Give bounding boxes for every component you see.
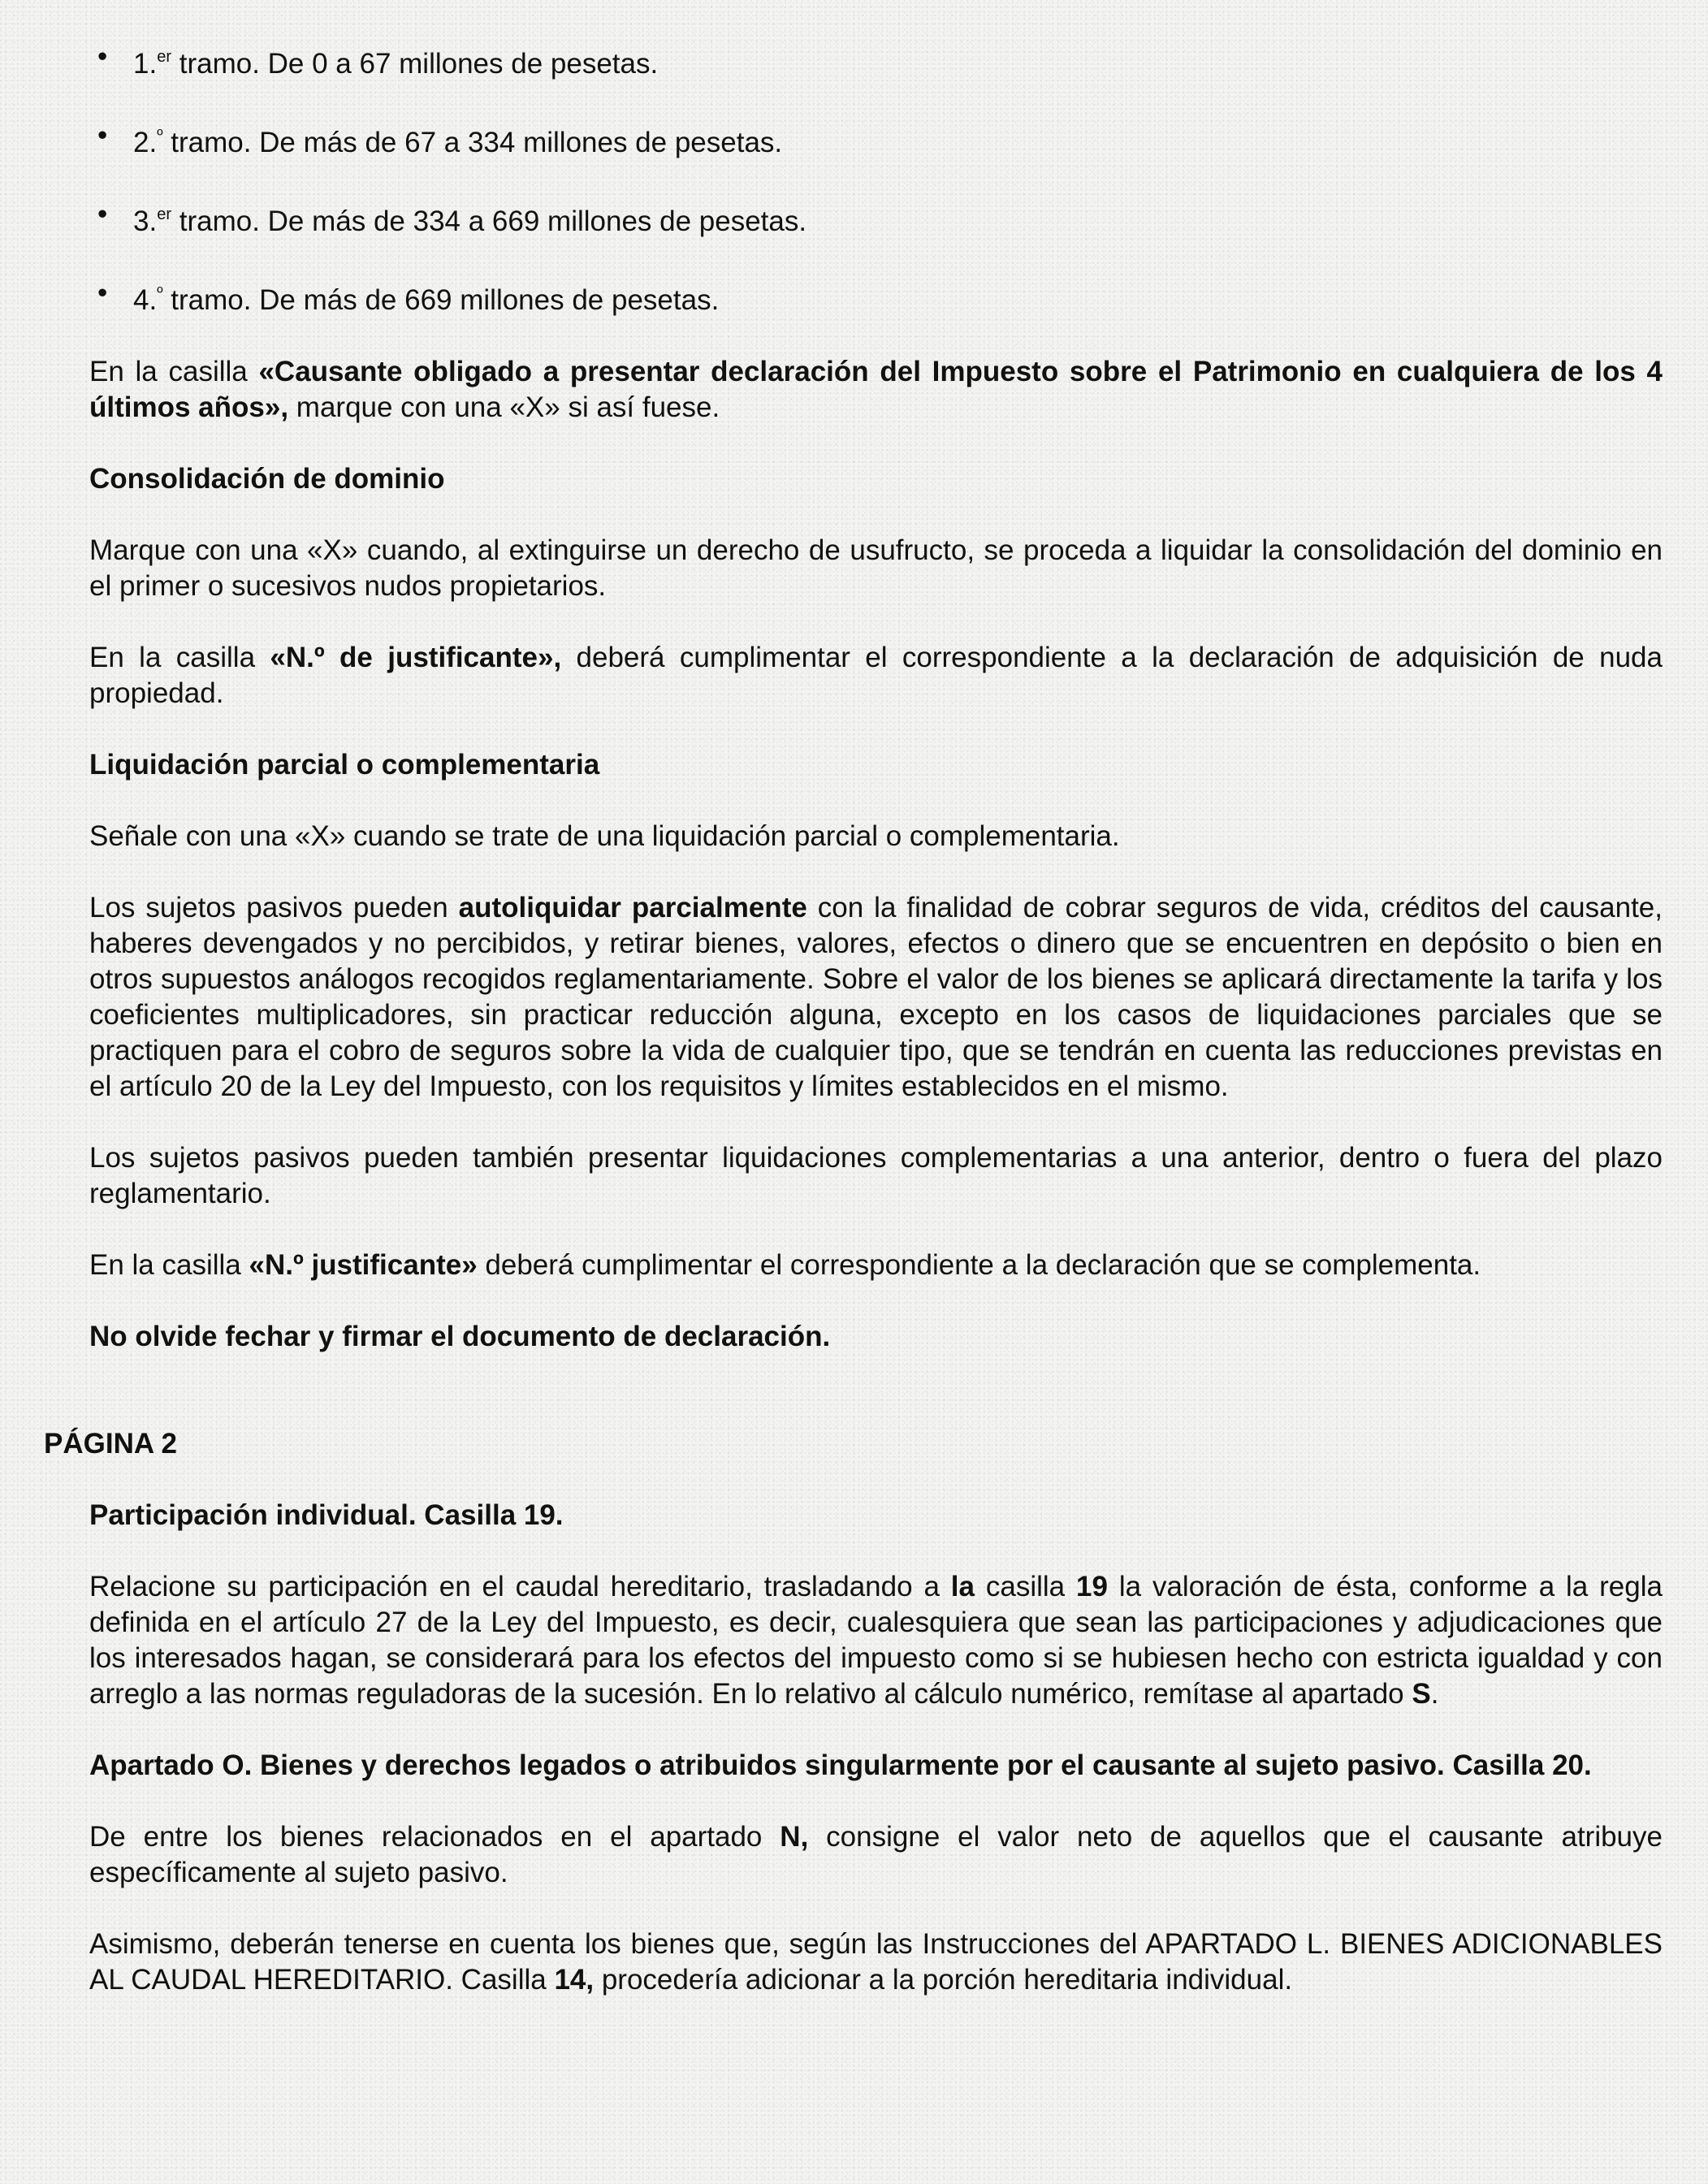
list-item bbox=[89, 197, 1663, 240]
tramo-number: 1. bbox=[133, 48, 158, 80]
bullet-icon: • bbox=[97, 277, 108, 309]
paragraph-participacion: Relacione su participación en el caudal hereditario, trasladando a la casilla 19 la valoración de ésta, conforme a la regla definida en el artículo 27 de la Ley del Impuesto, es decir, cualesquiera que sean las participaciones y adjudicaciones que los interesados hagan, se considerará para los efectos del impuesto como si se hubiesen hecho con estricta igualdad y con arreglo a las normas reguladoras de la sucesión. En lo relativo al cálculo numérico, remítase al apartado S. bbox=[89, 1571, 1663, 1710]
paragraph-justificante-complementa: En la casilla «N.º justificante» deberá cumplimentar el correspondiente a la declaración que se complementa. bbox=[89, 1249, 1481, 1281]
paragraph-senale: Señale con una «X» cuando se trate de una liquidación parcial o complementaria. bbox=[89, 820, 1120, 852]
tramos-list bbox=[89, 39, 1663, 318]
paragraph-complementarias: Los sujetos pasivos pueden también presentar liquidaciones complementarias a una anterior, dentro o fuera del plazo reglamentario. bbox=[89, 1142, 1663, 1209]
tramo-number: 2. bbox=[133, 127, 158, 158]
tramo-ordinal: er bbox=[157, 48, 171, 66]
tramo-number: 3. bbox=[133, 205, 158, 237]
section-title-pagina-2: PÁGINA 2 bbox=[44, 1428, 178, 1460]
list-item bbox=[89, 39, 1663, 82]
tramo-text: tramo. De más de 67 a 334 millones de pesetas. bbox=[162, 127, 783, 158]
tramo-ordinal: º bbox=[157, 127, 163, 145]
tramo-text: tramo. De 0 a 67 millones de pesetas. bbox=[171, 48, 659, 80]
tramo-text: tramo. De más de 334 a 669 millones de pesetas. bbox=[171, 205, 807, 237]
heading-liquidacion: Liquidación parcial o complementaria bbox=[89, 749, 600, 781]
heading-participacion: Participación individual. Casilla 19. bbox=[89, 1499, 564, 1531]
list-item bbox=[89, 118, 1663, 161]
paragraph-causante-obligado: En la casilla «Causante obligado a presentar declaración del Impuesto sobre el Patrimonio en cualquiera de los 4 últimos años», marque con una «X» si así fuese. bbox=[89, 356, 1663, 423]
paragraph-justificante: En la casilla «N.º de justificante», deberá cumplimentar el correspondiente a la declaración de adquisición de nuda propiedad. bbox=[89, 642, 1663, 709]
tramo-ordinal: er bbox=[157, 205, 171, 223]
heading-apartado-o: Apartado O. Bienes y derechos legados o atribuidos singularmente por el causante al sujeto pasivo. Casilla 20. bbox=[89, 1749, 1592, 1781]
tramo-number: 4. bbox=[133, 284, 158, 316]
bullet-icon: • bbox=[97, 41, 108, 72]
list-item bbox=[89, 275, 1663, 318]
heading-consolidacion: Consolidación de dominio bbox=[89, 463, 445, 495]
tramo-ordinal: º bbox=[157, 284, 163, 302]
paragraph-fechar-firmar: No olvide fechar y firmar el documento de declaración. bbox=[89, 1321, 831, 1352]
tramo-text: tramo. De más de 669 millones de pesetas. bbox=[162, 284, 720, 316]
paragraph-asimismo: Asimismo, deberán tenerse en cuenta los bienes que, según las Instrucciones del APARTADO L. BIENES ADICIONABLES AL CAUDAL HEREDITARIO. Casilla 14, procedería adicionar a la porción hereditaria individual. bbox=[89, 1928, 1663, 1996]
paragraph-apartado-n: De entre los bienes relacionados en el apartado N, consigne el valor neto de aquellos que el causante atribuye específicamente al sujeto pasivo. bbox=[89, 1821, 1663, 1888]
spacer bbox=[89, 1390, 1663, 1426]
bullet-icon: • bbox=[97, 119, 108, 151]
paragraph-autoliquidar: Los sujetos pasivos pueden autoliquidar parcialmente con la finalidad de cobrar seguros de vida, créditos del causante, haberes devengados y no percibidos, y retirar bienes, valores, efectos o dinero que se encuentren en depósito o bien en otros supuestos análogos recogidos reglamentariamente. Sobre el valor de los bienes se aplicará directamente la tarifa y los coeficientes multiplicadores, sin practicar reducción alguna, excepto en los casos de liquidaciones parciales que se practiquen para el cobro de seguros sobre la vida de cualquier tipo, que se tendrán en cuenta las reducciones previstas en el artículo 20 de la Ley del Impuesto, con los requisitos y límites establecidos en el mismo. bbox=[89, 892, 1663, 1102]
paragraph-consolidacion: Marque con una «X» cuando, al extinguirse un derecho de usufructo, se proceda a liquidar la consolidación del dominio en el primer o sucesivos nudos propietarios. bbox=[89, 534, 1663, 602]
bullet-icon: • bbox=[97, 198, 108, 230]
